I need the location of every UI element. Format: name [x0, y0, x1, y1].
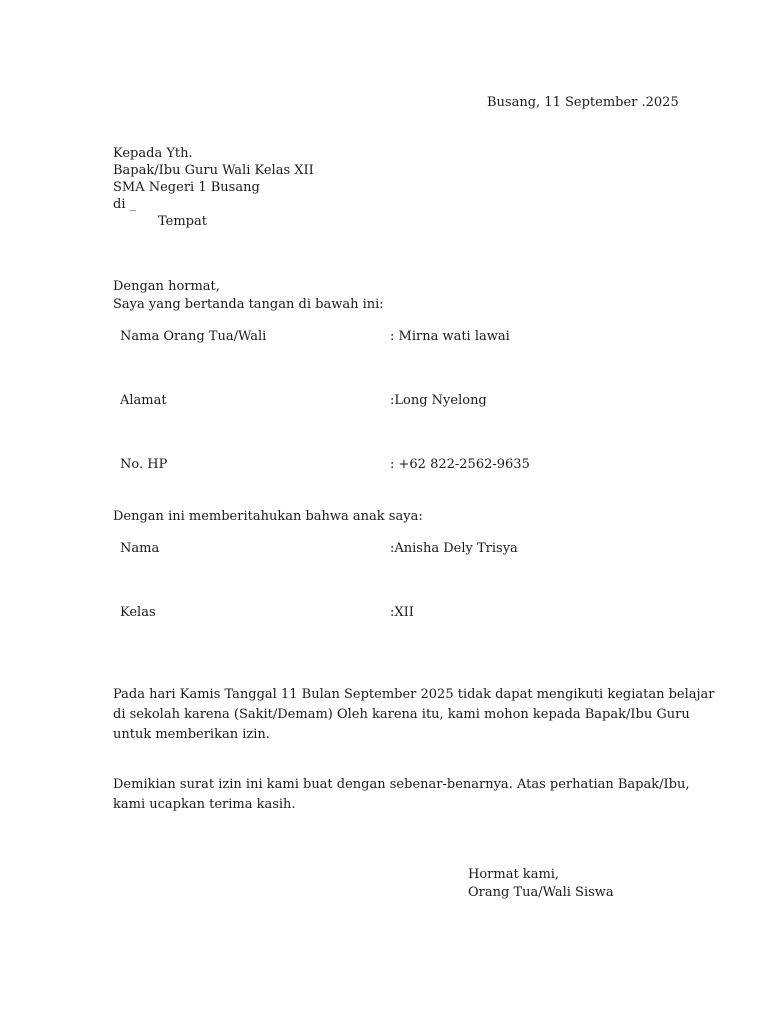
body-line-1: Pada hari Kamis Tanggal 11 Bulan September 2025 tidak dapat mengikuti kegiatan belajar [113, 687, 715, 702]
student-name-label: Nama [120, 541, 160, 556]
closing-line-1: Demikian surat izin ini kami buat dengan sebenar-benarnya. Atas perhatian Bapak/Ibu, [113, 777, 690, 792]
address-label: Alamat [120, 393, 167, 408]
phone-value: : +62 822-2562-9635 [390, 457, 530, 472]
class-label: Kelas [120, 605, 156, 620]
class-value: :XII [390, 605, 414, 620]
body-line-3: untuk memberikan izin. [113, 727, 270, 742]
student-name-value: :Anisha Dely Trisya [390, 541, 518, 556]
greeting: Dengan hormat, [113, 279, 220, 294]
recipient-line-4: di _ [113, 197, 137, 212]
place-date: Busang, 11 September .2025 [487, 95, 679, 110]
notice-text: Dengan ini memberitahukan bahwa anak saya: [113, 509, 423, 524]
signoff-line-1: Hormat kami, [468, 867, 560, 882]
parent-name-label: Nama Orang Tua/Wali [120, 329, 267, 344]
intro-text: Saya yang bertanda tangan di bawah ini: [113, 297, 384, 312]
closing-line-2: kami ucapkan terima kasih. [113, 797, 296, 812]
address-value: :Long Nyelong [390, 393, 487, 408]
recipient-line-2: Bapak/Ibu Guru Wali Kelas XII [113, 163, 314, 178]
signoff-line-2: Orang Tua/Wali Siswa [468, 885, 614, 900]
parent-name-value: : Mirna wati lawai [390, 329, 510, 344]
phone-label: No. HP [120, 457, 168, 472]
recipient-line-3: SMA Negeri 1 Busang [113, 180, 260, 195]
recipient-line-5: Tempat [158, 214, 207, 229]
body-line-2: di sekolah karena (Sakit/Demam) Oleh karena itu, kami mohon kepada Bapak/Ibu Guru [113, 707, 690, 722]
recipient-line-1: Kepada Yth. [113, 146, 193, 161]
